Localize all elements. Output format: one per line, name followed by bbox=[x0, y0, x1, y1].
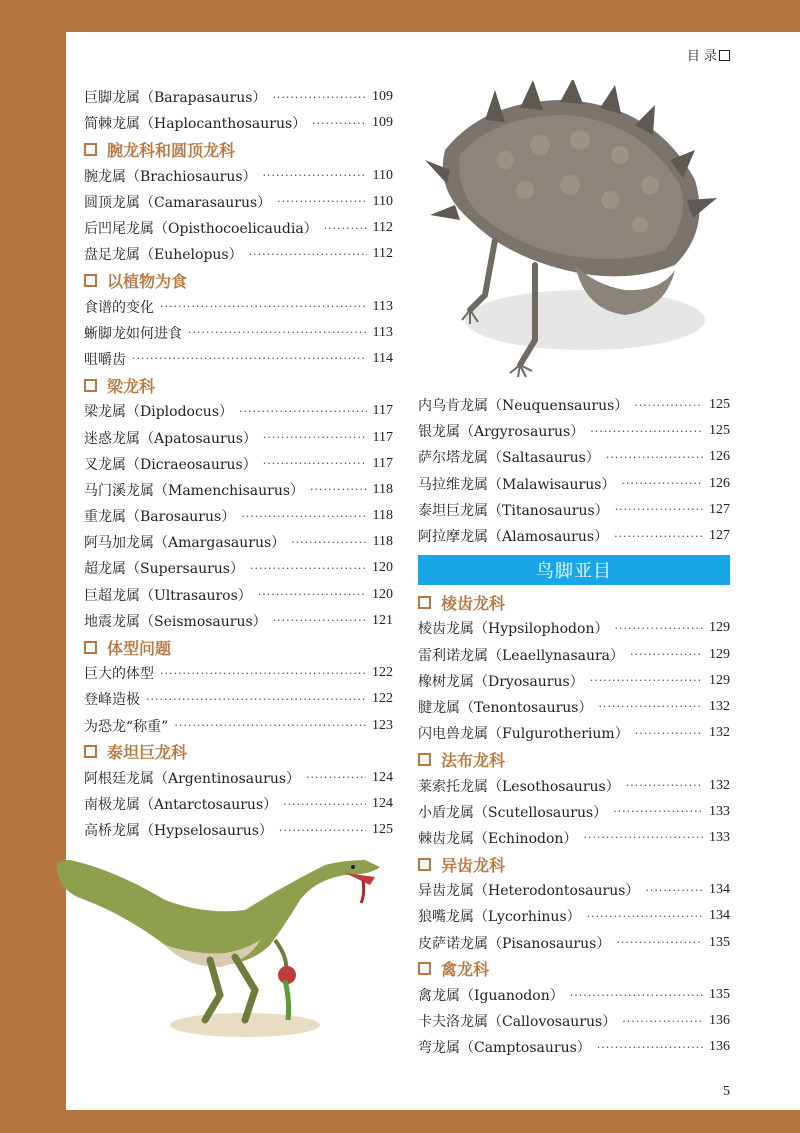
toc-entry-title: 地震龙属（Seismosaurus） bbox=[84, 613, 267, 630]
toc-entry[interactable] bbox=[84, 713, 393, 739]
toc-entry-title: 闪电兽龙属（Fulgurotherium） bbox=[418, 726, 629, 743]
toc-entry-page: 134 bbox=[709, 908, 730, 924]
toc-entry[interactable] bbox=[84, 215, 393, 241]
dot-leader bbox=[597, 1041, 703, 1054]
toc-entry-page: 134 bbox=[709, 882, 730, 898]
toc-entry-page: 129 bbox=[709, 620, 730, 636]
toc-entry-page: 129 bbox=[709, 646, 730, 662]
toc-entry-title: 迷惑龙属（Apatosaurus） bbox=[84, 430, 257, 447]
toc-entry-page: 133 bbox=[709, 803, 730, 819]
toc-entry-title: 橡树龙属（Dryosaurus） bbox=[418, 673, 584, 690]
dot-leader bbox=[614, 530, 703, 543]
dinosaur-illustration bbox=[45, 845, 390, 1045]
toc-section-heading[interactable] bbox=[84, 267, 393, 293]
toc-entry[interactable] bbox=[418, 497, 730, 523]
toc-left-column bbox=[84, 84, 393, 843]
toc-entry-title: 腕龙属（Brachiosaurus） bbox=[84, 168, 257, 185]
toc-entry-page: 124 bbox=[372, 769, 393, 785]
toc-entry[interactable] bbox=[418, 694, 730, 720]
toc-entry-title: 异齿龙属（Heterodontosaurus） bbox=[418, 883, 640, 900]
toc-entry-title: 泰坦巨龙属（Titanosaurus） bbox=[418, 502, 609, 519]
toc-entry-title: 小盾龙属（Scutellosaurus） bbox=[418, 804, 608, 821]
page-number: 5 bbox=[723, 1084, 730, 1099]
toc-entry-title: 阿拉摩龙属（Alamosaurus） bbox=[418, 529, 609, 546]
toc-chapter-banner[interactable]: 鸟脚亚目 bbox=[418, 555, 730, 585]
toc-entry-page: 127 bbox=[709, 528, 730, 544]
toc-entry[interactable] bbox=[84, 765, 393, 791]
toc-entry[interactable] bbox=[418, 392, 730, 418]
toc-entry-page: 113 bbox=[372, 324, 393, 340]
toc-entry-page: 118 bbox=[372, 508, 393, 524]
toc-entry-title: 重龙属（Barosaurus） bbox=[84, 509, 236, 526]
toc-entry-page: 110 bbox=[372, 167, 393, 183]
toc-entry-page: 135 bbox=[709, 987, 730, 1003]
toc-entry-title: 萨尔塔龙属（Saltasaurus） bbox=[418, 450, 600, 467]
toc-entry-page: 118 bbox=[372, 534, 393, 550]
toc-section-title: 体型问题 bbox=[107, 638, 172, 658]
toc-entry[interactable] bbox=[84, 110, 393, 136]
toc-entry[interactable] bbox=[418, 825, 730, 851]
toc-entry-page: 125 bbox=[372, 822, 393, 838]
toc-entry-page: 133 bbox=[709, 829, 730, 845]
dot-leader bbox=[239, 405, 367, 418]
toc-entry-title: 棱齿龙属（Hypsilophodon） bbox=[418, 621, 609, 638]
toc-entry-page: 122 bbox=[372, 665, 393, 681]
dot-leader bbox=[146, 693, 366, 706]
dot-leader bbox=[263, 169, 367, 182]
toc-section-heading[interactable] bbox=[84, 372, 393, 398]
toc-entry-page: 121 bbox=[372, 612, 393, 628]
toc-section-heading[interactable] bbox=[84, 634, 393, 660]
toc-entry-page: 117 bbox=[372, 403, 393, 419]
dot-leader bbox=[324, 222, 367, 235]
dot-leader bbox=[132, 352, 367, 365]
toc-entry-title: 登峰造极 bbox=[84, 692, 140, 709]
header-box-icon bbox=[719, 50, 730, 61]
toc-entry-page: 124 bbox=[372, 796, 393, 812]
toc-entry-title: 阿根廷龙属（Argentinosaurus） bbox=[84, 770, 301, 787]
square-bullet-icon bbox=[84, 274, 97, 287]
toc-entry-page: 114 bbox=[372, 350, 393, 366]
toc-entry-page: 112 bbox=[372, 220, 393, 236]
toc-entry-page: 136 bbox=[709, 1039, 730, 1055]
toc-entry-page: 132 bbox=[709, 777, 730, 793]
dot-leader bbox=[616, 936, 703, 949]
toc-entry[interactable] bbox=[418, 1008, 730, 1034]
dot-leader bbox=[626, 779, 703, 792]
toc-entry[interactable] bbox=[418, 799, 730, 825]
toc-entry[interactable] bbox=[418, 772, 730, 798]
toc-entry-page: 132 bbox=[709, 725, 730, 741]
toc-section-title: 棱齿龙科 bbox=[441, 593, 506, 613]
dot-leader bbox=[590, 425, 703, 438]
toc-entry-page: 118 bbox=[372, 481, 393, 497]
dot-leader bbox=[621, 477, 703, 490]
dot-leader bbox=[613, 805, 703, 818]
toc-entry[interactable] bbox=[418, 523, 730, 549]
toc-entry[interactable] bbox=[84, 241, 393, 267]
toc-section-title: 法布龙科 bbox=[441, 750, 506, 770]
toc-entry[interactable] bbox=[84, 582, 393, 608]
square-bullet-icon bbox=[84, 641, 97, 654]
square-bullet-icon bbox=[84, 143, 97, 156]
dot-leader bbox=[312, 117, 366, 130]
square-bullet-icon bbox=[84, 379, 97, 392]
toc-section-title: 梁龙科 bbox=[107, 376, 156, 396]
toc-right-column bbox=[418, 392, 730, 1061]
toc-entry-title: 咀嚼齿 bbox=[84, 351, 126, 368]
toc-entry-title: 阿马加龙属（Amargasaurus） bbox=[84, 535, 286, 552]
toc-entry[interactable] bbox=[418, 615, 730, 641]
toc-section-title: 异齿龙科 bbox=[441, 855, 506, 875]
toc-entry-page: 117 bbox=[372, 455, 393, 471]
square-bullet-icon bbox=[418, 962, 431, 975]
toc-entry-title: 梁龙属（Diplodocus） bbox=[84, 404, 234, 421]
toc-entry-page: 129 bbox=[709, 672, 730, 688]
dot-leader bbox=[634, 399, 703, 412]
toc-entry[interactable] bbox=[84, 346, 393, 372]
toc-entry[interactable] bbox=[418, 642, 730, 668]
toc-entry-title: 超龙属（Supersaurus） bbox=[84, 561, 244, 578]
toc-section-title: 泰坦巨龙科 bbox=[107, 743, 188, 763]
running-header bbox=[687, 45, 730, 64]
toc-entry-title: 食谱的变化 bbox=[84, 299, 154, 316]
running-header-label: 目 录 bbox=[686, 49, 717, 64]
toc-entry[interactable] bbox=[84, 503, 393, 529]
dot-leader bbox=[241, 510, 366, 523]
toc-section-heading[interactable] bbox=[418, 956, 730, 982]
toc-entry-title: 卡夫洛龙属（Callovosaurus） bbox=[418, 1014, 617, 1031]
toc-entry[interactable] bbox=[84, 660, 393, 686]
dot-leader bbox=[645, 884, 703, 897]
dot-leader bbox=[587, 910, 703, 923]
dot-leader bbox=[606, 451, 703, 464]
toc-entry-page: 135 bbox=[709, 934, 730, 950]
dot-leader bbox=[291, 536, 366, 549]
toc-entry[interactable] bbox=[84, 294, 393, 320]
toc-entry[interactable] bbox=[418, 471, 730, 497]
toc-entry-title: 后凹尾龙属（Opisthocoelicaudia） bbox=[84, 221, 318, 238]
dot-leader bbox=[263, 457, 367, 470]
dot-leader bbox=[188, 326, 367, 339]
toc-entry-title: 棘齿龙属（Echinodon） bbox=[418, 830, 578, 847]
toc-entry[interactable] bbox=[418, 982, 730, 1008]
dot-leader bbox=[272, 91, 366, 104]
toc-entry[interactable] bbox=[84, 791, 393, 817]
toc-entry-title: 叉龙属（Dicraeosaurus） bbox=[84, 456, 257, 473]
toc-entry-page: 132 bbox=[709, 698, 730, 714]
toc-entry-title: 弯龙属（Camptosaurus） bbox=[418, 1040, 591, 1057]
toc-entry[interactable] bbox=[418, 930, 730, 956]
dot-leader bbox=[310, 483, 366, 496]
toc-section-title: 以植物为食 bbox=[107, 271, 188, 291]
toc-section-heading[interactable] bbox=[84, 136, 393, 162]
toc-entry-page: 125 bbox=[709, 397, 730, 413]
toc-entry-page: 123 bbox=[372, 717, 393, 733]
toc-entry[interactable] bbox=[418, 444, 730, 470]
toc-section-title: 禽龙科 bbox=[441, 960, 490, 980]
toc-entry[interactable] bbox=[418, 720, 730, 746]
square-bullet-icon bbox=[418, 596, 431, 609]
toc-entry[interactable] bbox=[84, 424, 393, 450]
dot-leader bbox=[306, 771, 366, 784]
dot-leader bbox=[583, 831, 703, 844]
dot-leader bbox=[277, 195, 366, 208]
toc-entry-page: 109 bbox=[372, 89, 393, 105]
dot-leader bbox=[249, 248, 367, 261]
dot-leader bbox=[279, 824, 366, 837]
toc-entry-page: 110 bbox=[372, 193, 393, 209]
toc-entry-title: 雷利诺龙属（Leaellynasaura） bbox=[418, 647, 625, 664]
toc-entry-page: 112 bbox=[372, 246, 393, 262]
toc-entry[interactable] bbox=[84, 163, 393, 189]
square-bullet-icon bbox=[418, 753, 431, 766]
toc-entry-title: 圆顶龙属（Camarasaurus） bbox=[84, 194, 272, 211]
toc-entry[interactable] bbox=[418, 877, 730, 903]
toc-section-heading[interactable] bbox=[84, 739, 393, 765]
dot-leader bbox=[250, 562, 366, 575]
toc-entry-title: 莱索托龙属（Lesothosaurus） bbox=[418, 778, 620, 795]
toc-entry-title: 为恐龙“称重” bbox=[84, 718, 169, 735]
dot-leader bbox=[635, 727, 703, 740]
toc-entry-title: 巨脚龙属（Barapasaurus） bbox=[84, 90, 267, 107]
toc-entry[interactable] bbox=[84, 608, 393, 634]
toc-entry[interactable] bbox=[84, 555, 393, 581]
dot-leader bbox=[283, 798, 366, 811]
dot-leader bbox=[258, 588, 366, 601]
toc-entry[interactable] bbox=[418, 418, 730, 444]
toc-entry[interactable] bbox=[418, 903, 730, 929]
toc-entry-title: 巨大的体型 bbox=[84, 666, 154, 683]
toc-entry-page: 120 bbox=[372, 586, 393, 602]
dot-leader bbox=[615, 503, 703, 516]
toc-entry-page: 122 bbox=[372, 691, 393, 707]
dot-leader bbox=[263, 431, 367, 444]
toc-entry-page: 127 bbox=[709, 501, 730, 517]
toc-entry-page: 126 bbox=[709, 475, 730, 491]
toc-entry-title: 皮萨诺龙属（Pisanosaurus） bbox=[418, 935, 611, 952]
toc-entry[interactable] bbox=[84, 84, 393, 110]
toc-entry-title: 巨超龙属（Ultrasauros） bbox=[84, 587, 252, 604]
toc-entry[interactable] bbox=[84, 189, 393, 215]
dot-leader bbox=[622, 1015, 703, 1028]
toc-entry[interactable] bbox=[84, 398, 393, 424]
toc-entry-page: 117 bbox=[372, 429, 393, 445]
ankylosaur-fossil-illustration bbox=[425, 80, 725, 380]
toc-entry[interactable] bbox=[418, 668, 730, 694]
toc-entry-title: 马门溪龙属（Mamenchisaurus） bbox=[84, 482, 305, 499]
toc-entry-title: 狼嘴龙属（Lycorhinus） bbox=[418, 909, 581, 926]
toc-entry-title: 马拉维龙属（Malawisaurus） bbox=[418, 476, 616, 493]
toc-entry-title: 南极龙属（Antarctosaurus） bbox=[84, 797, 278, 814]
toc-entry-page: 125 bbox=[709, 423, 730, 439]
toc-entry-page: 136 bbox=[709, 1013, 730, 1029]
toc-entry-title: 盘足龙属（Euhelopus） bbox=[84, 247, 243, 264]
dot-leader bbox=[273, 614, 366, 627]
toc-entry-title: 内乌肯龙属（Neuquensaurus） bbox=[418, 398, 629, 415]
square-bullet-icon bbox=[84, 745, 97, 758]
toc-section-title: 腕龙科和圆顶龙科 bbox=[107, 140, 236, 160]
dot-leader bbox=[590, 674, 703, 687]
toc-entry-page: 126 bbox=[709, 449, 730, 465]
toc-entry-title: 腱龙属（Tenontosaurus） bbox=[418, 699, 593, 716]
square-bullet-icon bbox=[418, 858, 431, 871]
toc-entry-title: 高桥龙属（Hypselosaurus） bbox=[84, 823, 273, 840]
dot-leader bbox=[570, 989, 703, 1002]
toc-entry-title: 银龙属（Argyrosaurus） bbox=[418, 424, 585, 441]
toc-entry-title: 简棘龙属（Haplocanthosaurus） bbox=[84, 116, 307, 133]
toc-entry-page: 113 bbox=[372, 298, 393, 314]
dot-leader bbox=[599, 700, 704, 713]
toc-entry[interactable] bbox=[84, 529, 393, 555]
dot-leader bbox=[614, 622, 703, 635]
toc-entry[interactable] bbox=[84, 686, 393, 712]
toc-entry-title: 蜥脚龙如何进食 bbox=[84, 325, 182, 342]
toc-entry-page: 109 bbox=[372, 115, 393, 131]
dot-leader bbox=[630, 648, 703, 661]
dot-leader bbox=[160, 300, 367, 313]
dot-leader bbox=[174, 719, 366, 732]
toc-section-heading[interactable] bbox=[418, 589, 730, 615]
toc-entry[interactable] bbox=[418, 1034, 730, 1060]
toc-entry[interactable] bbox=[84, 817, 393, 843]
toc-section-heading[interactable] bbox=[418, 851, 730, 877]
toc-entry[interactable] bbox=[84, 451, 393, 477]
toc-entry[interactable] bbox=[84, 477, 393, 503]
dot-leader bbox=[160, 667, 366, 680]
toc-entry[interactable] bbox=[84, 320, 393, 346]
toc-section-heading[interactable] bbox=[418, 746, 730, 772]
toc-entry-title: 禽龙属（Iguanodon） bbox=[418, 988, 564, 1005]
toc-entry-page: 120 bbox=[372, 560, 393, 576]
